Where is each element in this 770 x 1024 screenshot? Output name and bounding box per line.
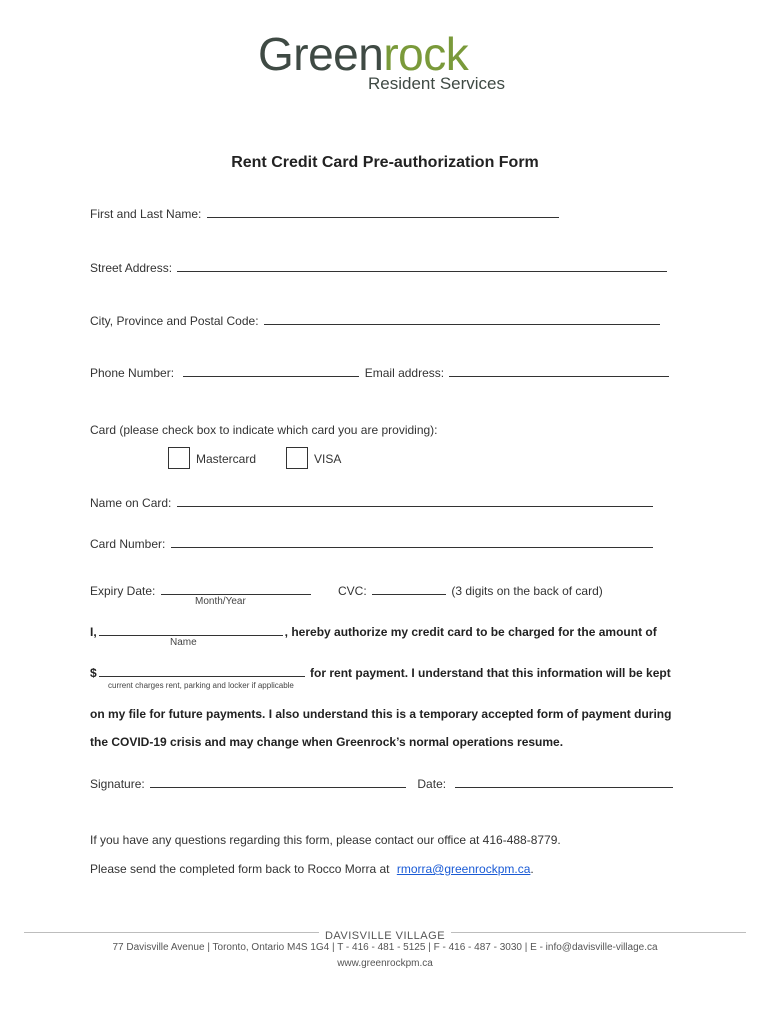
footer-website[interactable]: www.greenrockpm.ca: [337, 958, 433, 969]
city-label: City, Province and Postal Code:: [90, 314, 259, 328]
name-on-card-field[interactable]: [177, 495, 653, 507]
authorizer-name-field[interactable]: [99, 624, 283, 636]
address-label: Street Address:: [90, 261, 173, 275]
contact-send: Please send the completed form back to Rocco Morra at rmorra@greenrockpm.ca.: [90, 862, 534, 876]
form-title: Rent Credit Card Pre-authorization Form: [231, 154, 539, 171]
name-row: [90, 206, 561, 221]
mastercard-checkbox[interactable]: [168, 447, 190, 469]
card-number-label: Card Number:: [90, 537, 166, 551]
cvc-note: (3 digits on the back of card): [451, 584, 603, 598]
card-number-field[interactable]: [171, 536, 653, 548]
card-number-row: [90, 536, 655, 551]
authorization-line-1: I, , hereby authorize my credit card to be charged for the amount of: [90, 625, 657, 639]
authorization-line-2: $ for rent payment. I understand that this information will be kept: [90, 666, 671, 680]
contact-questions: If you have any questions regarding this form, please contact our office at 416-488-8779.: [90, 833, 561, 847]
authorization-line-3: on my file for future payments. I also understand this is a temporary accepted form of payment during: [90, 707, 672, 721]
amount-sublabel: current charges rent, parking and locker if applicable: [108, 681, 294, 690]
city-field[interactable]: [264, 313, 660, 325]
expiry-field[interactable]: [161, 583, 311, 595]
city-row: [90, 313, 662, 328]
visa-checkbox[interactable]: [286, 447, 308, 469]
cvc-row: [338, 583, 603, 598]
date-field[interactable]: [455, 776, 673, 788]
logo-subtitle: Resident Services: [368, 74, 506, 93]
phone-email-row: [90, 365, 671, 380]
signature-row: [90, 776, 675, 791]
cvc-label: CVC:: [338, 584, 367, 598]
greenrock-logo: [258, 30, 518, 96]
signature-field[interactable]: [150, 776, 406, 788]
footer-address: 77 Davisville Avenue | Toronto, Ontario M4S 1G4 | T - 416 - 481 - 5125 | F - 416 - 487 - 3030 | E - info@davisville-village.ca: [112, 942, 658, 953]
address-row: [90, 260, 669, 275]
signature-label: Signature:: [90, 777, 145, 791]
name-sublabel: Name: [170, 637, 197, 648]
cvc-field[interactable]: [372, 583, 446, 595]
email-field[interactable]: [449, 365, 669, 377]
name-on-card-row: [90, 495, 655, 510]
visa-label: VISA: [314, 452, 342, 466]
date-label: Date:: [417, 777, 447, 791]
logo-wordmark: Greenrock: [258, 28, 469, 80]
expiry-label: Expiry Date:: [90, 584, 156, 598]
footer-heading: DAVISVILLE VILLAGE: [0, 926, 770, 944]
address-field[interactable]: [177, 260, 667, 272]
name-field[interactable]: [207, 206, 559, 218]
phone-field[interactable]: [183, 365, 359, 377]
email-label: Email address:: [364, 366, 445, 380]
name-label: First and Last Name:: [90, 207, 202, 221]
phone-label: Phone Number:: [90, 366, 175, 380]
amount-field[interactable]: [99, 665, 305, 677]
contact-email-link[interactable]: rmorra@greenrockpm.ca: [396, 862, 531, 876]
mastercard-label: Mastercard: [196, 452, 257, 466]
name-on-card-label: Name on Card:: [90, 496, 172, 510]
authorization-line-4: the COVID-19 crisis and may change when Greenrock’s normal operations resume.: [90, 735, 564, 749]
expiry-sublabel: Month/Year: [195, 596, 246, 607]
card-prompt: Card (please check box to indicate which card you are providing):: [90, 423, 438, 437]
